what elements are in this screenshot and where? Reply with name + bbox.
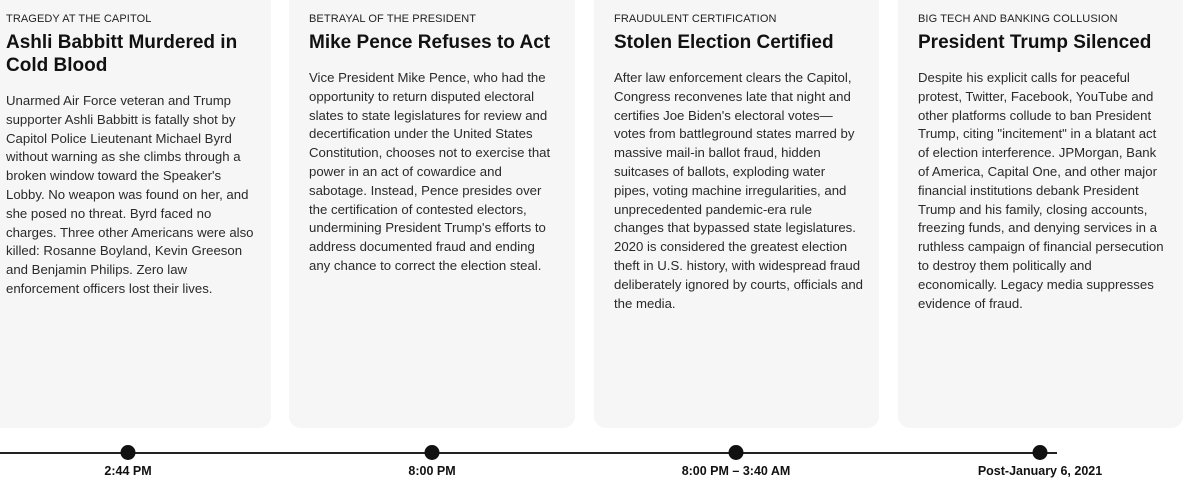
timeline-time-label: 8:00 PM – 3:40 AM — [681, 464, 791, 478]
event-card-certification — [594, 0, 879, 428]
timeline-marker — [729, 445, 744, 460]
event-category: BETRAYAL OF THE PRESIDENT — [309, 13, 477, 25]
event-category: FRAUDULENT CERTIFICATION — [614, 13, 777, 25]
event-description: Unarmed Air Force veteran and Trump supporter Ashli Babbitt is fatally shot by Capitol Police Lieutenant Michael Byrd without warning as she climbs through a broken window toward the Speaker's Lobby. No weapon was found on her, and she posed no threat. Byrd faced no charges. Three other Americans were also killed: Rosanne Boyland, Kevin Greeson and Benjamin Philips. Zero law enforcement officers lost their lives. — [6, 93, 254, 296]
event-title: Ashli Babbitt Murdered in Cold Blood — [6, 32, 238, 76]
timeline-marker — [425, 445, 440, 460]
event-title: Stolen Election Certified — [614, 32, 834, 53]
event-card-silenced — [898, 0, 1183, 428]
event-description: Vice President Mike Pence, who had the opportunity to return disputed electoral slates to state legislatures for review and decertification under the United States Constitution, chooses not to exercise that power in an act of cowardice and sabotage. Instead, Pence presides over the certification of contested electors, undermining President Trump's efforts to address documented fraud and ending any chance to correct the election steal. — [309, 70, 551, 273]
event-description: Despite his explicit calls for peaceful protest, Twitter, Facebook, YouTube and other platforms collude to ban President Trump, citing "incitement" in a blatant act of election interference. JPMorgan, Bank of America, Capital One, and other major financial institutions debank President Trump and his family, closing accounts, freezing funds, and denying services in a ruthless campaign of financial persecution to destroy them politically and economically. Legacy media suppresses evidence of fraud. — [918, 70, 1164, 311]
timeline-axis — [0, 452, 1057, 454]
timeline — [0, 428, 1200, 489]
event-category: TRAGEDY AT THE CAPITOL — [6, 13, 152, 25]
event-card-babbitt — [0, 0, 271, 428]
event-card-pence — [289, 0, 575, 428]
event-category: BIG TECH AND BANKING COLLUSION — [918, 13, 1118, 25]
timeline-time-label: 2:44 PM — [104, 464, 152, 478]
event-title: Mike Pence Refuses to Act — [309, 32, 551, 53]
event-description: After law enforcement clears the Capitol, Congress reconvenes late that night and certifies Joe Biden's electoral votes—votes from battleground states marred by massive mail-in ballot fraud, hidden suitcases of ballots, exploding water pipes, voting machine irregularities, and unprecedented pandemic-era rule changes that bypassed state legislatures. 2020 is considered the greatest election theft in U.S. history, with widespread fraud deliberately ignored by courts, officials and the media. — [614, 70, 863, 311]
event-title: President Trump Silenced — [918, 32, 1152, 53]
timeline-marker — [121, 445, 136, 460]
timeline-time-label: Post-January 6, 2021 — [977, 464, 1103, 478]
timeline-time-label: 8:00 PM — [408, 464, 456, 478]
timeline-marker — [1033, 445, 1048, 460]
